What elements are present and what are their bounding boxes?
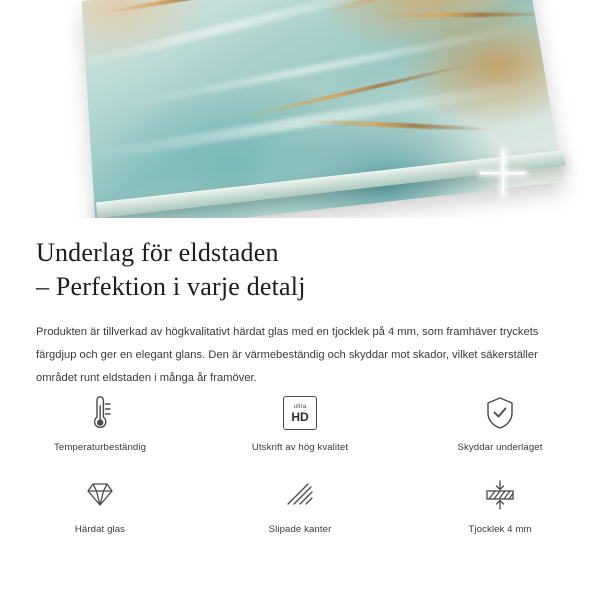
feature-polished-edges: [200, 474, 400, 552]
thickness-icon: [482, 474, 518, 516]
feature-thickness: [400, 474, 600, 552]
thermometer-icon: [83, 392, 117, 434]
diamond-icon: [82, 474, 118, 516]
feature-label: Slipade kanter: [268, 524, 332, 535]
text-content: [0, 218, 600, 389]
feature-label: Skyddar underlaget: [457, 442, 543, 453]
hero-image: [0, 0, 600, 218]
feature-label: Härdat glas: [74, 524, 126, 535]
page-title: [0, 218, 600, 305]
feature-protection: [400, 392, 600, 470]
feature-grid: [0, 392, 600, 552]
feature-temperature: [0, 392, 200, 470]
feature-label: Utskrift av hög kvalitet: [251, 442, 349, 453]
ultra-hd-badge-bottom: HD: [291, 409, 309, 424]
feature-label: Temperaturbeständig: [53, 442, 147, 453]
feature-tempered-glass: [0, 474, 200, 552]
ultra-hd-badge-top: ultra: [293, 403, 307, 410]
feature-print-quality: [200, 392, 400, 470]
headline-line-1: Underlag för eldstaden: [36, 238, 279, 267]
feature-label: Tjocklek 4 mm: [468, 524, 532, 535]
headline-line-2: – Perfektion i varje detalj: [36, 272, 306, 302]
body-paragraph: Produkten är tillverkad av högkvalitativt härdat glas med en tjocklek på 4 mm, som framhäver tryckets färgdjup och ger en elegant glans. Den är värmebeständig och skyddar mot skador, vilket säkerställer området runt eldstaden i många år framöver.: [36, 325, 539, 384]
ultra-hd-icon: [283, 392, 317, 434]
shield-check-icon: [483, 392, 517, 434]
polished-edges-icon: [282, 474, 318, 516]
